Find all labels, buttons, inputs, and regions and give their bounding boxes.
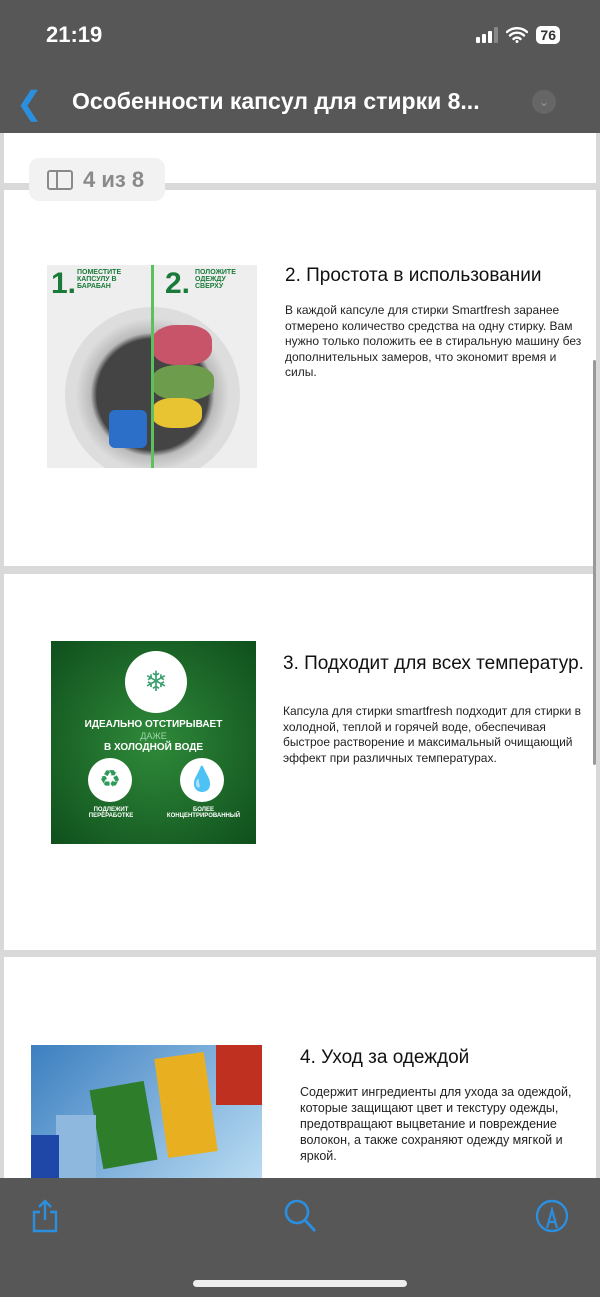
chevron-down-icon[interactable]: ⌄ bbox=[532, 90, 556, 114]
back-chevron-icon[interactable]: ❮ bbox=[16, 85, 43, 121]
recycle-icon: ♻ bbox=[88, 758, 132, 802]
drop-icon: 💧 bbox=[180, 758, 224, 802]
slide-heading: 3. Подходит для всех температур. bbox=[283, 653, 584, 674]
image-caption: ИДЕАЛЬНО ОТСТИРЫВАЕТ bbox=[84, 719, 223, 730]
washing-machine-image bbox=[47, 265, 257, 468]
markup-icon[interactable] bbox=[535, 1198, 569, 1234]
slide-body: В каждой капсуле для стирки Smartfresh заранее отмерено количество средства на одну стирку. Вам нужно только положить ее в стиральную машину без дополнительных замеров, что экономит время и силы. bbox=[285, 303, 582, 379]
sidebar-icon bbox=[47, 170, 73, 190]
slide-2 bbox=[4, 190, 596, 566]
image-caption: ПОДЛЕЖИТ ПЕРЕРАБОТКЕ bbox=[88, 807, 134, 819]
share-icon[interactable] bbox=[30, 1198, 60, 1234]
status-icons bbox=[476, 26, 560, 44]
search-icon[interactable] bbox=[283, 1198, 317, 1234]
step-number: 2. bbox=[165, 267, 191, 300]
laundry-line-image bbox=[31, 1045, 262, 1195]
slide-4 bbox=[4, 957, 596, 1197]
step-label: ПОМЕСТИТЕ КАПСУЛУ В БАРАБАН bbox=[77, 269, 122, 290]
signal-icon bbox=[476, 27, 498, 43]
document-title: Особенности капсул для стирки 8... bbox=[72, 88, 480, 114]
top-bar bbox=[0, 0, 600, 133]
scrollbar[interactable] bbox=[593, 360, 596, 765]
step-label: ПОЛОЖИТЕ ОДЕЖДУ СВЕРХУ bbox=[195, 269, 236, 290]
slide-heading: 2. Простота в использовании bbox=[285, 265, 542, 286]
battery-indicator: 76 bbox=[536, 26, 560, 44]
image-caption: БОЛЕЕ КОНЦЕНТРИРОВАННЫЙ bbox=[166, 807, 241, 819]
slide-heading: 4. Уход за одеждой bbox=[300, 1047, 470, 1068]
image-caption: ДАЖЕ bbox=[140, 731, 167, 741]
step-number: 1. bbox=[51, 267, 77, 300]
status-time: 21:19 bbox=[46, 22, 103, 47]
cold-water-image bbox=[51, 641, 256, 844]
slide-3 bbox=[4, 574, 596, 950]
snowflake-icon: ❄ bbox=[125, 651, 187, 713]
slide-body: Содержит ингредиенты для ухода за одеждой, которые защищают цвет и текстуру одежды, предотвращают выцветание и повреждение волокон, а также сохраняют одежду мягкой и яркой. bbox=[300, 1085, 572, 1163]
home-indicator[interactable] bbox=[193, 1280, 407, 1287]
page-count: 4 из 8 bbox=[83, 166, 145, 192]
slide-body: Капсула для стирки smartfresh подходит для стирки в холодной, теплой и горячей воде, обеспечивая быстрое растворение и максимальный очищающий эффект при различных температурах. bbox=[283, 704, 582, 765]
page-indicator bbox=[29, 158, 165, 201]
wifi-icon bbox=[506, 27, 528, 43]
image-caption: В ХОЛОДНОЙ ВОДЕ bbox=[103, 742, 204, 753]
